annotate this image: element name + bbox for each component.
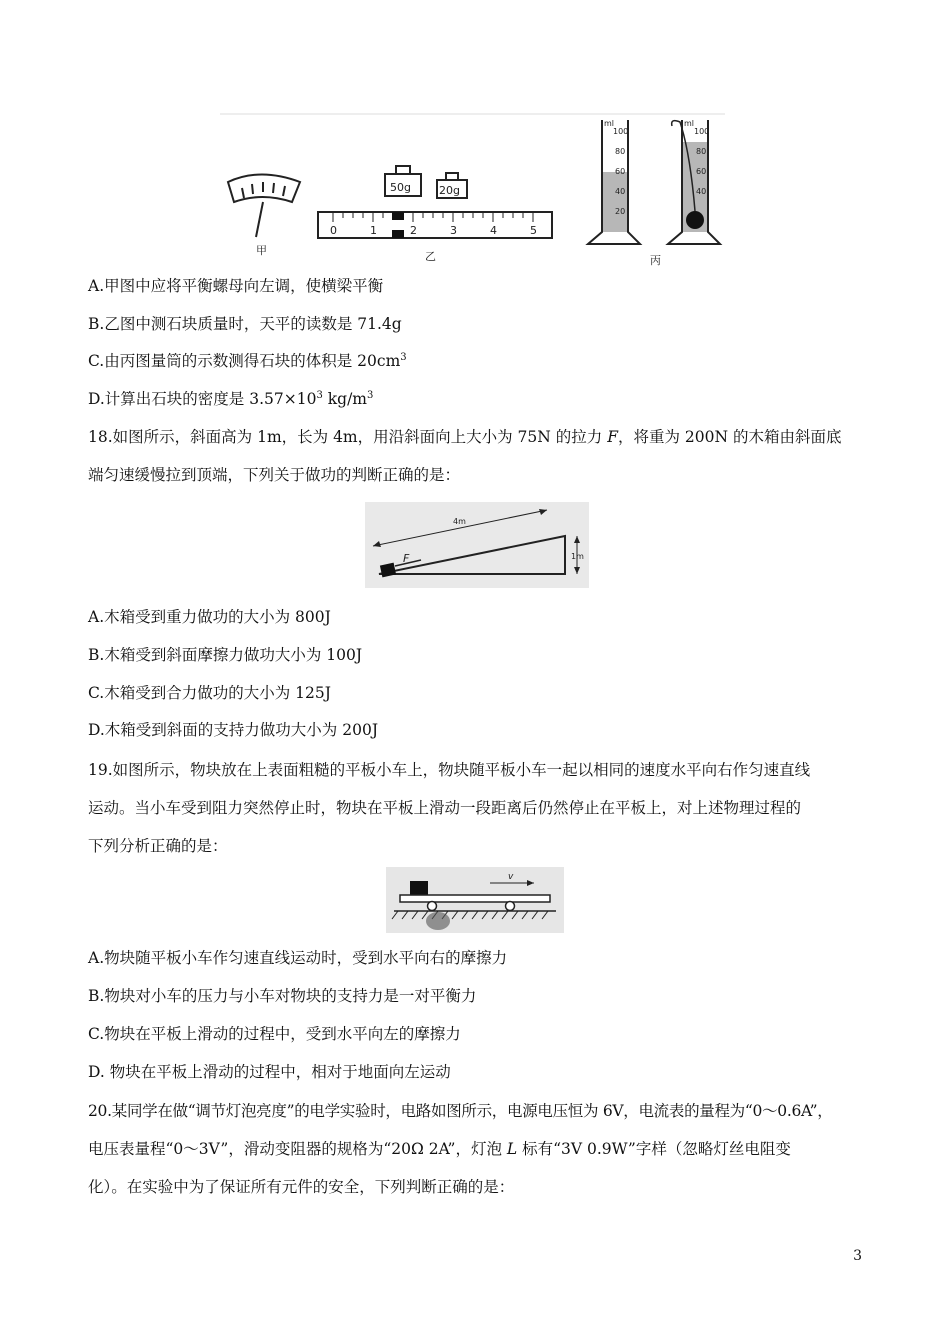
q20-stem-line2 [88,1139,791,1159]
q19-option-a: A.物块随平板小车作匀速直线运动时，受到水平向右的摩擦力 [88,949,508,967]
q17-option-a: A.甲图中应将平衡螺母向左调，使横梁平衡 [88,277,384,295]
balance-measurement-figure [220,112,730,267]
q19-option-d: D. 物块在平板上滑动的过程中，相对于地面向左运动 [88,1063,451,1081]
page-number: 3 [853,1248,862,1264]
weight-20g-label: 20g [439,184,460,197]
weight-50g-label: 50g [390,181,411,194]
q17-option-c [88,351,407,371]
q17-option-d-unit: kg/m [322,390,367,408]
scale-tick-5: 5 [530,224,537,237]
label-jia: 甲 [256,244,267,257]
incline-length-label: 4m [453,517,466,526]
q17-option-d-text: D.计算出石块的密度是 3.57×10 [88,390,317,408]
q17-option-d-sup2: 3 [367,389,374,401]
cylinder-unit-right: ml [684,119,695,128]
q20-stem-lamp-symbol: L [506,1140,518,1158]
incline-force-label: F [403,552,410,565]
q20-stem-line2-post: 标有“3V 0.9W”字样（忽略灯丝电阻变 [517,1140,791,1158]
cylinder-tick-100-left: 100 [613,127,629,136]
velocity-label: v [508,872,514,882]
q18-option-d: D.木箱受到斜面的支持力做功大小为 200J [88,721,379,739]
q18-stem-line2: 端匀速缓慢拉到顶端，下列关于做功的判断正确的是： [88,466,461,484]
scale-tick-0: 0 [330,224,337,237]
q19-option-c: C.物块在平板上滑动的过程中，受到水平向左的摩擦力 [88,1025,461,1043]
q18-option-b: B.木箱受到斜面摩擦力做功大小为 100J [88,646,363,664]
incline-height-label: 1m [571,552,584,561]
cylinder-tick-60-right: 60 [696,167,707,176]
label-yi: 乙 [425,250,436,263]
cylinder-tick-40-left: 40 [615,187,626,196]
q18-option-c: C.木箱受到合力做功的大小为 125J [88,684,331,702]
cylinder-tick-100-right: 100 [694,127,710,136]
scale-tick-4: 4 [490,224,497,237]
graduated-cylinders-bing [588,119,720,267]
q19-option-b: B.物块对小车的压力与小车对物块的支持力是一对平衡力 [88,987,477,1005]
cart-block-figure [386,867,564,933]
q19-stem-line2: 运动。当小车受到阻力突然停止时，物块在平板上滑动一段距离后仍然停止在平板上，对上述物理过程的 [88,799,802,817]
cylinder-tick-40-right: 40 [696,187,707,196]
q20-stem-line3: 化）。在实验中为了保证所有元件的安全，下列判断正确的是： [88,1178,515,1196]
q17-option-b: B.乙图中测石块质量时，天平的读数是 71.4g [88,315,402,333]
cylinder-tick-60-left: 60 [615,167,626,176]
q17-option-c-sup: 3 [400,351,407,363]
balance-dial-jia [228,175,300,258]
q18-stem-line1 [88,427,841,447]
scale-tick-2: 2 [410,224,417,237]
cylinder-tick-20-left: 20 [615,207,626,216]
q17-option-d-sup1: 3 [316,389,323,401]
q20-stem-line2-pre: 电压表量程“0～3V”，滑动变阻器的规格为“20Ω 2A”，灯泡 [88,1140,507,1158]
label-bing: 丙 [650,254,661,267]
q18-stem-force-symbol: F [607,428,618,446]
q17-option-d [88,389,373,409]
cylinder-tick-80-right: 80 [696,147,707,156]
q18-option-a: A.木箱受到重力做功的大小为 800J [88,608,331,626]
scale-tick-3: 3 [450,224,457,237]
weights-and-scale-yi [318,166,552,263]
q17-option-c-text: C.由丙图量筒的示数测得石块的体积是 20cm [88,352,401,370]
incline-figure [365,502,589,588]
cylinder-unit-left: ml [604,119,615,128]
q18-stem-line1-pre: 18.如图所示，斜面高为 1m，长为 4m，用沿斜面向上大小为 75N 的拉力 [88,428,608,446]
q19-stem-line1: 19.如图所示，物块放在上表面粗糙的平板小车上，物块随平板小车一起以相同的速度水平向右作匀速直线 [88,761,811,779]
q20-stem-line1: 20.某同学在做“调节灯泡亮度”的电学实验时，电路如图所示，电源电压恒为 6V，电流表的量程为“0～0.6A”， [88,1102,833,1120]
q18-stem-line1-post: ，将重为 200N 的木箱由斜面底 [617,428,842,446]
cylinder-tick-80-left: 80 [615,147,626,156]
q19-stem-line3: 下列分析正确的是： [88,837,228,855]
scale-tick-1: 1 [370,224,377,237]
